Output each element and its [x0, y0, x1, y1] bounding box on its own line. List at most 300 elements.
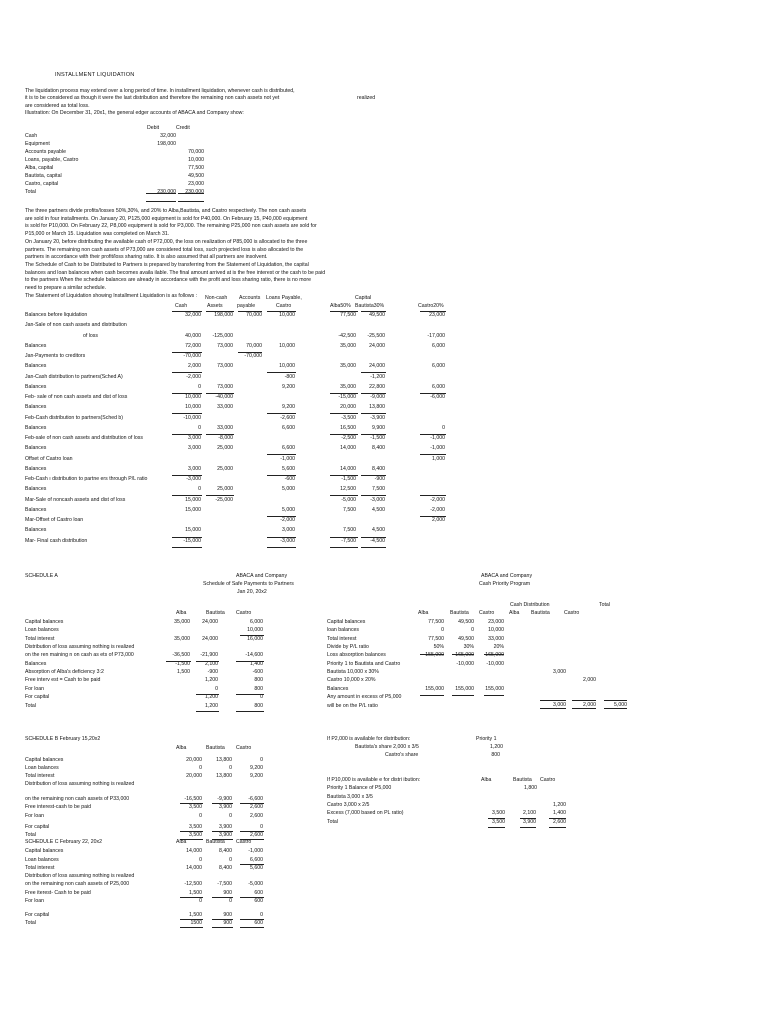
schedule-b-cell: 0	[260, 824, 263, 830]
priority-row-label: Divide by P/L ratio	[327, 644, 369, 651]
schedule-c-row-label: Total interest	[25, 865, 55, 871]
sol-row-label: Balances	[25, 404, 47, 411]
schedule-c-row-label: Capital balances	[25, 848, 64, 854]
schedule-b-cell: 2,600	[250, 832, 263, 838]
sol-cell: -1,000	[430, 435, 445, 441]
sol-underline	[172, 537, 202, 538]
narrative-line: The three partners divide profits/losses 50%,30%, and 20% to Alba,Bautista, and Castro respectively. The non cash assets	[25, 208, 307, 214]
sol-cell: 6,600	[282, 424, 295, 431]
schedule-c-underline	[240, 919, 264, 920]
priority-cell: 77,500	[428, 619, 444, 625]
schedule-a-underline	[236, 661, 264, 662]
tb-header-credit: Credit	[176, 125, 190, 131]
priority-title: Cash Priority Program	[479, 581, 531, 587]
sol-header-payable: payable	[237, 303, 256, 309]
schedule-c-underline	[240, 864, 264, 865]
sol-cell: 10,000	[185, 394, 201, 400]
schedule-c-row-label: on the remaining non cash assets of P25,000	[25, 881, 130, 887]
priority-row-label: will be on the P/L ratio	[327, 702, 378, 709]
sol-underline	[172, 352, 202, 353]
schedule-b-label: SCHEDULE B February 15,20x2	[25, 736, 101, 742]
priority-dist-col-castro: Castro	[564, 610, 580, 616]
sol-header-bautista: Bautista30%	[355, 303, 385, 309]
schedule-b-underline	[180, 803, 203, 804]
tb-row-credit: 23,000	[188, 181, 204, 188]
narrative-line: P15,000 or March 15. Liquidation was completed on March 31.	[25, 231, 170, 238]
sol-cell: 15,000	[185, 496, 201, 503]
sol-cell: -2,000	[430, 506, 445, 513]
narrative-line: On January 20, before distributing the available cash of P72,000, the loss on realization of P85,000 is allocated to the three	[25, 238, 308, 245]
sol-cell: 198,000	[214, 312, 233, 318]
priority-underline	[484, 654, 504, 655]
sol-underline	[330, 475, 358, 476]
sol-cell: 5,000	[282, 486, 295, 493]
sol-underline	[330, 547, 358, 548]
priority-cell: -10,000	[486, 660, 504, 667]
intro-line: The liquidation process may extend over a long period of time. In installment liquidation, whenever cash is distributed,	[25, 88, 295, 94]
priority-row-label: Capital balances	[327, 619, 366, 625]
tb-row-credit: 230,000	[185, 189, 204, 196]
priority-underline	[604, 708, 627, 709]
sol-underline	[420, 393, 446, 394]
sol-header-noncash: Non-cash	[205, 295, 228, 301]
sol-underline	[330, 393, 358, 394]
narrative-line: The Statement of Liquidation showing Installment Liquidation is as follows :	[25, 292, 198, 299]
schedule-a-cell: 1,200	[205, 694, 218, 701]
sol-cell: 72,000	[185, 342, 201, 349]
schedule-c-underline	[212, 927, 233, 928]
sol-cell: -40,000	[215, 394, 233, 400]
sol-row-label: Balances	[25, 465, 47, 472]
schedule-a-col-alba: Alba	[176, 610, 187, 616]
schedule-c-cell: -5,000	[248, 881, 263, 887]
sol-row-label: Jan-Sale of non cash assets and distribution	[25, 322, 127, 329]
schedule-b-cell: -6,600	[248, 796, 263, 802]
schedule-b-cell: 2,600	[250, 813, 263, 819]
sol-cell: 49,500	[369, 312, 385, 318]
sol-cell: 9,200	[282, 404, 295, 411]
schedule-a-row-label: For loan	[25, 685, 45, 692]
sol-cell: -3,000	[280, 537, 295, 544]
tb-row-credit: 70,000	[188, 148, 204, 155]
narrative-line: The Schedule of Cash to be Distributed to Partners is prepared by transferring from the Statement of Liquidation, the capital	[25, 261, 309, 268]
sol-underline	[420, 516, 446, 517]
schedule-b-row-label: on the remaining non cash assets of P33,000	[25, 796, 130, 802]
sol-underline	[206, 393, 234, 394]
sol-row-label: Balances	[25, 363, 47, 370]
sol-row-label: Feb-Cash ı distribution to partne ers through P/L ratio	[25, 476, 148, 482]
schedule-c-cell: 14,000	[186, 848, 202, 854]
tb-sum-line	[178, 193, 204, 194]
schedule-c-cell: 0	[260, 912, 263, 918]
sol-cell: 32,000	[185, 312, 201, 318]
schedule-a-row-label: Loan balances	[25, 627, 59, 634]
schedule-a-row-label: For capital	[25, 694, 50, 701]
schedule-b-cell: 20,000	[186, 757, 202, 763]
priority-row-label: Balances	[327, 685, 349, 692]
schedule-a-cell: 6,000	[250, 619, 263, 625]
schedule-c-cell: -1,000	[248, 848, 263, 854]
sol-cell: 2,000	[188, 363, 201, 370]
note-total-cell: 3,900	[523, 818, 536, 825]
priority-col-bautista: Bautista	[450, 610, 469, 616]
priority-underline	[540, 700, 566, 701]
note-underline	[488, 818, 505, 819]
sol-underline	[330, 311, 358, 312]
sol-cell: -42,500	[338, 332, 356, 339]
schedule-c-underline	[240, 927, 264, 928]
sol-row-label: Balances	[25, 342, 47, 349]
sol-underline	[361, 537, 386, 538]
schedule-c-cell: 900	[223, 920, 232, 926]
sol-cell: 73,000	[217, 383, 233, 390]
sol-cell: 12,500	[340, 486, 356, 493]
sol-cell: 35,000	[340, 383, 356, 390]
schedule-a-row-label: Absorption of Alba's deficiency 3:2	[25, 669, 104, 676]
sol-row-label: of loss	[83, 332, 98, 339]
sol-cell: -7,500	[341, 537, 356, 544]
schedule-c-cell: 0	[199, 898, 202, 904]
schedule-c-cell: -7,500	[217, 881, 232, 887]
schedule-a-cell: 10,000	[247, 627, 263, 634]
sol-underline	[361, 372, 386, 373]
sol-underline	[267, 547, 296, 548]
schedule-a-underline	[240, 635, 264, 636]
priority-row-label: Bautista 10,000 x 30%	[327, 669, 379, 676]
sol-cell: 6,000	[432, 342, 445, 349]
schedule-b-col-alba: Alba	[176, 745, 187, 751]
intro-line: it is to be considered as though it were the last distribution and therefore the remaining non cash assets not yet	[25, 95, 280, 102]
priority-dist-3000: 3,000	[553, 669, 566, 675]
sol-underline	[172, 393, 202, 394]
schedule-c-cell: 6,600	[250, 857, 263, 863]
schedule-b-cell: 3,900	[219, 804, 232, 810]
sol-cell: -15,000	[183, 537, 201, 544]
schedule-a-underline	[236, 711, 264, 712]
sol-cell: -1,000	[430, 445, 445, 452]
sol-row-label: Balances	[25, 527, 47, 534]
schedule-b-cell: 20,000	[186, 773, 202, 779]
sol-cell: -2,000	[186, 373, 201, 380]
schedule-a-cell: 0	[260, 694, 263, 701]
sol-row-label: Balances	[25, 486, 47, 493]
sol-cell: -600	[284, 476, 295, 482]
tb-row-credit: 10,000	[188, 156, 204, 163]
sol-cell: -9,000	[370, 394, 385, 400]
sol-row-label: Balances	[25, 445, 47, 452]
priority-total-grand: 5,000	[614, 702, 627, 708]
schedule-b-col-bautista: Bautista	[206, 745, 225, 751]
sol-row-label: Feb-sale of non cash assets and distribution of loss	[25, 435, 143, 441]
sol-underline	[267, 413, 296, 414]
sol-cell: -3,900	[370, 414, 385, 421]
schedule-b-cell: 3,900	[219, 832, 232, 838]
sol-cell: -8,000	[218, 435, 233, 441]
priority-underline	[420, 654, 444, 655]
tb-row-debit: 230,000	[157, 189, 176, 196]
sol-cell: 77,500	[340, 312, 356, 318]
tb-row-credit: 49,500	[188, 173, 204, 179]
schedule-b-underline	[180, 831, 203, 832]
schedule-c-cell: 8,400	[219, 865, 232, 871]
sol-underline	[172, 413, 202, 414]
schedule-c-underline	[180, 897, 203, 898]
sol-cell: 40,000	[185, 332, 201, 339]
schedule-c-underline	[180, 919, 203, 920]
narrative-line: partners in accordance with their profit/loss sharing ratio. It is also assumed that all partners are insolvent.	[25, 254, 268, 261]
schedule-a-cell: 800	[254, 702, 263, 709]
sol-cell: 23,000	[429, 312, 445, 318]
schedule-c-label: SCHEDULE C February 22, 20x2	[25, 839, 102, 845]
schedule-c-cell: 0	[229, 857, 232, 863]
sol-cell: -1,200	[370, 373, 385, 380]
schedule-b-underline	[212, 831, 233, 832]
schedule-b-underline	[240, 831, 264, 832]
note-p2000-line1: If P2,000 is available for distribution:	[327, 736, 411, 742]
sol-cell: 0	[198, 383, 201, 390]
priority-cell: 77,500	[428, 635, 444, 642]
sol-cell: -4,500	[370, 537, 385, 544]
priority-cash-dist-header: Cash Distribution	[510, 602, 550, 608]
sol-cell: 7,500	[343, 527, 356, 534]
sol-cell: 6,000	[432, 363, 445, 370]
schedule-a-row-label: Total interest	[25, 635, 55, 642]
sol-cell: -2,000	[430, 496, 445, 503]
schedule-a-cell: 800	[254, 677, 263, 684]
schedule-a-cell: 800	[254, 685, 263, 692]
priority-underline	[452, 654, 474, 655]
priority-company: ABACA and Company	[481, 573, 533, 579]
sol-header-assets: Assets	[207, 303, 223, 309]
tb-sum-line	[146, 193, 176, 194]
schedule-c-cell: 0	[229, 898, 232, 904]
note-excess-cell: 1,400	[553, 810, 566, 816]
sol-cell: 10,000	[279, 363, 295, 370]
priority-cell: 49,500	[458, 619, 474, 625]
sol-underline	[361, 413, 386, 414]
schedule-c-cell: 600	[254, 920, 263, 926]
intro-line: Illustration: On December 31, 20x1, the general edger accounts of ABACA and Company show:	[25, 110, 244, 117]
tb-row-label: Accounts payable	[25, 148, 66, 155]
schedule-b-underline	[240, 803, 264, 804]
schedule-b-cell: 3,500	[189, 832, 202, 838]
priority-row-label: Priority 1 to Bautista and Castro	[327, 660, 401, 667]
schedule-b-underline	[212, 803, 233, 804]
schedule-a-underline	[196, 694, 219, 695]
schedule-c-row-label: Free iterest- Cash to be paid	[25, 890, 91, 896]
sol-cell: 20,000	[340, 404, 356, 411]
sol-underline	[330, 413, 358, 414]
note-underline	[549, 827, 566, 828]
priority-underline	[572, 708, 596, 709]
note-underline	[549, 818, 566, 819]
sol-row-label: Jan-Payments to creditors	[25, 353, 86, 359]
sol-underline	[238, 311, 262, 312]
tb-row-label: Cash	[25, 132, 38, 139]
schedule-a-label: SCHEDULE A	[25, 573, 58, 579]
schedule-b-row-label: Distribution of loss assuming nothing is realized	[25, 781, 135, 787]
priority-row-label: Castro 10,000 x 20%	[327, 677, 376, 684]
tb-row-label: Alba, capital	[25, 164, 54, 171]
sol-cell: -25,000	[215, 496, 233, 503]
sol-cell: 3,000	[282, 527, 295, 534]
priority-col-alba: Alba	[418, 610, 429, 616]
sol-cell: -2,500	[341, 435, 356, 441]
schedule-c-cell: 600	[254, 890, 263, 896]
note-priority1: Priority 1	[476, 736, 497, 742]
note-p10000-line: Total	[327, 818, 338, 825]
tb-row-label: Total	[25, 189, 36, 196]
sol-cell: 15,000	[185, 506, 201, 513]
schedule-c-cell: 5,600	[250, 865, 263, 871]
sol-row-label: Mar-Sale of noncash assets and dist of loss	[25, 496, 126, 503]
schedule-a-cell: 16,000	[247, 635, 263, 642]
schedule-c-col-castro: Castro	[236, 839, 252, 845]
intro-line: are considered as total loss.	[25, 102, 90, 109]
priority-dist-col-alba: Alba	[509, 610, 520, 616]
schedule-c-row-label: Distribution of loss assuming nothing is realized	[25, 873, 135, 879]
sol-cell: -125,000	[212, 332, 233, 339]
sol-underline	[238, 352, 262, 353]
sol-cell: 14,000	[340, 445, 356, 452]
tb-header-debit: Debit	[147, 125, 160, 131]
schedule-c-row-label: Total	[25, 920, 36, 926]
sol-cell: 33,000	[217, 424, 233, 431]
schedule-a-cell: -1,500	[175, 660, 190, 667]
sol-cell: -70,000	[183, 353, 201, 359]
note-p10000-line: Priority 1 Balance of P5,000	[327, 785, 392, 792]
note-p2000-line3: Castro's share	[385, 752, 419, 758]
priority-row-label: Any amount in excess of P5,000	[327, 694, 402, 701]
priority-cell: 165,000	[485, 652, 504, 659]
note-total-cell: 3,500	[492, 818, 505, 825]
note-col-castro: Castro	[540, 777, 556, 783]
schedule-b-row-label: Loan balances	[25, 765, 59, 771]
priority-cell: 165,000	[455, 652, 474, 659]
sol-underline	[361, 393, 386, 394]
sol-cell: 2,000	[432, 517, 445, 523]
sol-underline	[172, 475, 202, 476]
tb-row-label: Loans, payable, Castro	[25, 156, 79, 163]
sol-cell: 0	[442, 424, 445, 431]
narrative-line: partners. The remaining non cash assets of P73,000 are considered total loss, such projected loss is also allocated to the	[25, 246, 304, 253]
sol-cell: -900	[374, 476, 385, 482]
sol-underline	[330, 537, 358, 538]
sol-underline	[267, 311, 296, 312]
schedule-b-cell: 0	[229, 765, 232, 771]
sol-underline	[267, 372, 296, 373]
sol-underline	[420, 434, 446, 435]
sol-cell: 73,000	[217, 363, 233, 370]
schedule-c-underline	[212, 919, 233, 920]
priority-underline	[420, 695, 444, 696]
note-p2000-line2: Bautista's share 2,000 x 3/5	[355, 744, 419, 750]
sol-cell: 9,200	[282, 383, 295, 390]
schedule-b-cell: 0	[199, 813, 202, 819]
narrative-line: to the partners When the schedule balances are already in accordance with the profit and loss sharing ratio, there is no more	[25, 277, 312, 284]
sol-header-cash: Cash	[175, 303, 188, 309]
sol-cell: 0	[198, 424, 201, 431]
priority-cell: 155,000	[425, 652, 444, 659]
sol-row-label: Balances	[25, 424, 47, 431]
sol-cell: -6,000	[430, 394, 445, 400]
schedule-a-title: Schedule of Safe Payments to Partners	[203, 581, 294, 587]
priority-cell: 155,000	[425, 685, 444, 692]
schedule-b-row-label: Total interest	[25, 773, 55, 779]
sol-cell: -800	[284, 373, 295, 380]
schedule-c-cell: 900	[223, 912, 232, 918]
sol-cell: 5,000	[282, 506, 295, 513]
sol-cell: 7,500	[343, 506, 356, 513]
schedule-b-row-label: Total	[25, 832, 36, 838]
priority-cell: 155,000	[485, 685, 504, 692]
schedule-b-cell: 9,200	[250, 765, 263, 771]
sol-underline	[267, 537, 296, 538]
schedule-a-row-label: on the ren maining n on cash as ets of P73,000	[25, 652, 134, 659]
schedule-b-cell: -16,500	[184, 796, 202, 802]
priority-cell: -10,000	[456, 660, 474, 667]
tb-row-debit: 198,000	[157, 140, 176, 147]
sol-cell: 25,000	[217, 445, 233, 452]
sol-header-alba: Alba50%	[330, 303, 351, 309]
sol-underline	[206, 311, 234, 312]
schedule-a-cell: 1,400	[250, 660, 263, 667]
schedule-c-cell: 1,500	[189, 912, 202, 918]
priority-cell: 10,000	[488, 627, 504, 634]
sol-underline	[330, 495, 358, 496]
sol-cell: 3,000	[188, 435, 201, 441]
schedule-a-cell: -14,600	[245, 652, 263, 659]
schedule-a-row-label: Free interv est = Cash to be paid	[25, 677, 101, 684]
sol-underline	[172, 547, 202, 548]
sol-underline	[206, 434, 234, 435]
sol-cell: 5,600	[282, 465, 295, 472]
schedule-a-col-bautista: Bautista	[206, 610, 225, 616]
sol-cell: -25,500	[367, 332, 385, 339]
priority-row-label: Total interest	[327, 635, 357, 642]
note-bautista-1800: 1,800	[524, 785, 537, 791]
schedule-c-cell: 8,400	[219, 848, 232, 854]
sol-cell: 8,400	[372, 445, 385, 452]
sol-cell: -2,000	[280, 517, 295, 523]
sol-underline	[361, 475, 386, 476]
sol-cell: -17,000	[427, 332, 445, 339]
sol-cell: -1,000	[280, 455, 295, 462]
sol-cell: 10,000	[279, 312, 295, 318]
schedule-b-row-label: For loan	[25, 813, 45, 819]
priority-underline	[452, 695, 474, 696]
priority-dist-col-bautista: Bautista	[531, 610, 550, 616]
schedule-a-row-label: Capital balances	[25, 619, 64, 625]
sol-cell: 25,000	[217, 465, 233, 472]
schedule-a-company: ABACA and Company	[236, 573, 288, 579]
sol-underline	[361, 547, 386, 548]
schedule-c-underline	[240, 897, 264, 898]
schedule-c-underline	[212, 897, 233, 898]
schedule-b-row-label: For capital	[25, 824, 50, 830]
note-col-bautista: Bautista	[513, 777, 532, 783]
sol-row-label: Balances before liquidation	[25, 312, 88, 318]
note-p10000-line: Bautista 3,000 x 3/5	[327, 793, 373, 800]
priority-cell: 49,500	[458, 635, 474, 642]
schedule-c-row-label: Loan balances	[25, 857, 59, 863]
schedule-b-col-castro: Castro	[236, 745, 252, 751]
schedule-a-date: Jan 20, 20x2	[237, 589, 267, 595]
sol-cell: 70,000	[246, 342, 262, 349]
schedule-a-cell: -36,500	[172, 652, 190, 659]
sol-cell: 3,000	[188, 445, 201, 452]
sol-cell: 16,500	[340, 424, 356, 431]
